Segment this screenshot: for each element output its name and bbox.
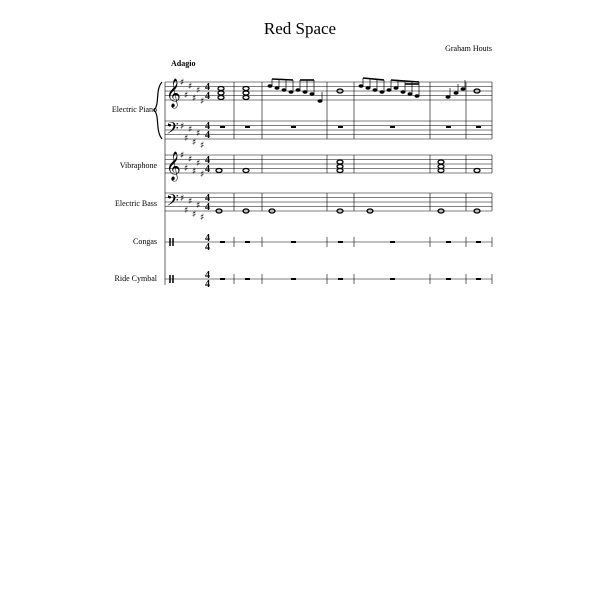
bass-clef-icon: 𝄢 [166, 190, 179, 214]
svg-text:♯: ♯ [180, 122, 185, 132]
svg-text:♯: ♯ [192, 210, 197, 220]
svg-text:4: 4 [205, 164, 210, 175]
svg-text:4: 4 [205, 130, 210, 141]
percussion-clef-icon [170, 238, 173, 283]
svg-text:♯: ♯ [184, 206, 189, 216]
svg-text:♯: ♯ [188, 125, 193, 135]
svg-text:♯: ♯ [184, 91, 189, 101]
svg-text:♯: ♯ [180, 78, 185, 88]
note-icon [216, 87, 480, 214]
svg-text:♯: ♯ [192, 167, 197, 177]
instrument-label-ride-cymbal: Ride Cymbal [114, 274, 157, 283]
rest-icon [220, 126, 481, 280]
svg-text:♯: ♯ [196, 159, 201, 169]
svg-text:4: 4 [205, 91, 210, 102]
barlines [234, 82, 492, 284]
svg-text:♯: ♯ [196, 201, 201, 211]
staff-electric-piano-bass [165, 121, 492, 139]
composer-name: Graham Houts [445, 44, 492, 53]
svg-text:♯: ♯ [188, 155, 193, 165]
svg-text:4: 4 [205, 202, 210, 213]
svg-text:♯: ♯ [200, 141, 205, 151]
svg-text:♯: ♯ [188, 197, 193, 207]
key-signature-icon [180, 78, 204, 223]
score-title: Red Space [263, 19, 337, 38]
svg-text:♯: ♯ [192, 138, 197, 148]
svg-text:♯: ♯ [192, 94, 197, 104]
instrument-label-electric-bass: Electric Bass [115, 199, 157, 208]
tempo-marking: Adagio [171, 59, 196, 68]
svg-text:♯: ♯ [180, 151, 185, 161]
svg-text:♯: ♯ [184, 164, 189, 174]
svg-text:♯: ♯ [180, 194, 185, 204]
svg-text:4: 4 [205, 155, 210, 166]
instrument-label-vibraphone: Vibraphone [119, 161, 157, 170]
svg-text:♯: ♯ [200, 213, 205, 223]
bass-clef-icon: 𝄢 [166, 118, 179, 142]
time-signature-icon [205, 82, 210, 290]
svg-text:♯: ♯ [184, 134, 189, 144]
svg-text:♯: ♯ [188, 82, 193, 92]
svg-text:4: 4 [205, 82, 210, 93]
svg-text:4: 4 [205, 121, 210, 132]
svg-text:4: 4 [205, 193, 210, 204]
svg-text:4: 4 [205, 279, 210, 290]
svg-text:4: 4 [205, 233, 210, 244]
instrument-label-electric-piano: Electric Piano [111, 105, 157, 114]
treble-clef-icon: 𝄞 [166, 151, 181, 180]
svg-text:♯: ♯ [200, 97, 205, 107]
svg-text:4: 4 [205, 270, 210, 281]
svg-text:♯: ♯ [196, 86, 201, 96]
svg-text:♯: ♯ [196, 129, 201, 139]
instrument-label-congas: Congas [133, 237, 157, 246]
svg-text:♯: ♯ [200, 170, 205, 180]
staff-electric-bass [165, 193, 492, 211]
staff-electric-piano-treble [165, 82, 492, 100]
grand-staff-brace [154, 82, 162, 139]
svg-text:4: 4 [205, 242, 210, 253]
treble-clef-icon: 𝄞 [166, 78, 181, 107]
